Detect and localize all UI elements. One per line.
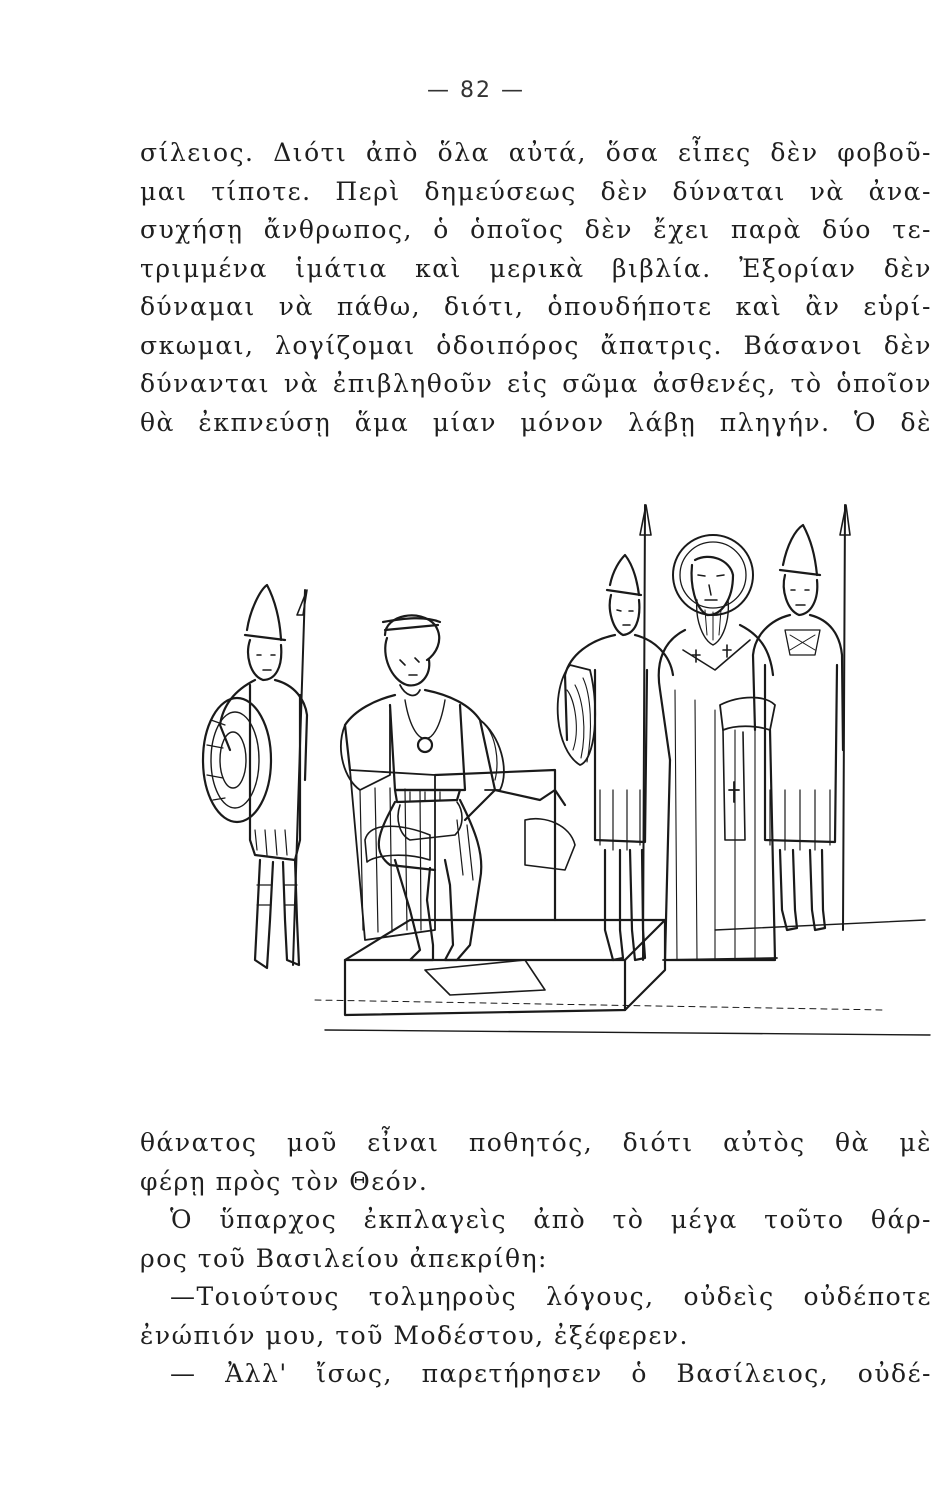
text-line: δύνανται νὰ ἐπιβληθοῦν εἰς σῶμα ἀσθενές, τὸ ὁποῖον xyxy=(140,369,932,398)
bottom-paragraph xyxy=(140,1124,932,1394)
page-number: — 82 — xyxy=(427,78,525,103)
top-paragraph xyxy=(140,134,932,442)
text-line: δύναμαι νὰ πάθω, διότι, ὁπουδήποτε καὶ ἂν εὑρί- xyxy=(140,292,932,321)
text-line: ρος τοῦ Βασιλείου ἀπεκρίθη: xyxy=(140,1243,548,1273)
illustration xyxy=(195,490,935,1070)
text-line: θὰ ἐκπνεύσῃ ἅμα μίαν μόνον λάβῃ πληγήν. Ὁ δὲ xyxy=(140,407,932,437)
text-line: θάνατος μοῦ εἶναι ποθητός, διότι αὐτὸς θὰ μὲ xyxy=(140,1128,932,1157)
text-line: σίλειος. Διότι ἀπὸ ὅλα αὐτά, ὅσα εἶπες δὲν φοβοῦ- xyxy=(140,138,932,167)
text-line: φέρῃ πρὸς τὸν Θεόν. xyxy=(140,1166,429,1196)
text-line: μαι τίποτε. Περὶ δημεύσεως δὲν δύναται νὰ ἀνα- xyxy=(140,176,932,206)
court-scene-drawing xyxy=(195,490,935,1070)
text-line: —Τοιούτους τολμηροὺς λόγους, οὐδεὶς οὐδέποτε xyxy=(170,1282,932,1311)
text-line: ἐνώπιόν μου, τοῦ Μοδέστου, ἐξέφερεν. xyxy=(140,1320,689,1350)
text-line: Ὁ ὕπαρχος ἐκπλαγεὶς ἀπὸ τὸ μέγα τοῦτο θάρ- xyxy=(170,1205,932,1234)
text-line: σκωμαι, λογίζομαι ὁδοιπόρος ἄπατρις. Βάσανοι δὲν xyxy=(140,330,932,360)
text-line: τριμμένα ἱμάτια καὶ μερικὰ βιβλία. Ἐξορίαν δὲν xyxy=(140,253,932,283)
text-line: — Ἀλλ' ἴσως, παρετήρησεν ὁ Βασίλειος, οὐδέ- xyxy=(170,1359,932,1388)
text-line: συχήσῃ ἄνθρωπος, ὁ ὁποῖος δὲν ἔχει παρὰ δύο τε- xyxy=(140,215,932,244)
